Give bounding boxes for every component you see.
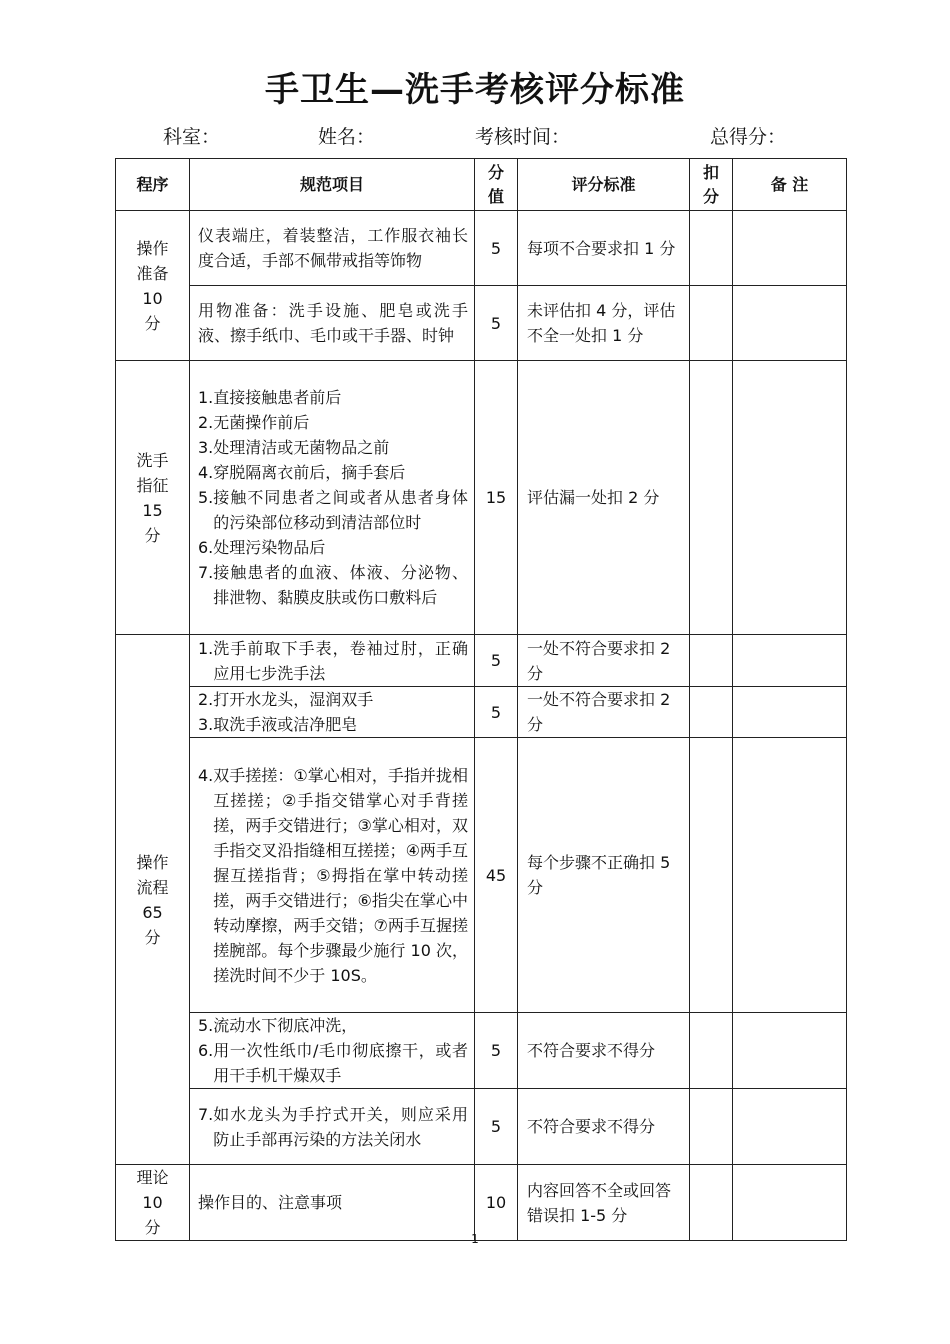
- criteria-cell: 一处不符合要求扣 2 分: [518, 687, 690, 738]
- page-title: 手卫生—洗手考核评分标准: [265, 70, 685, 110]
- item-cell: 1. 直接接触患者前后 2. 无菌操作前后 3. 处理清洁或无菌物品之前 4. 穿脱隔离衣前后，摘手套后 5. 接触不同患者之间或者从患者身体的污染部位移动到清洁部位时 6. 处理污染物品后 7. 接触患者的血液、体液、分泌物、排泄物、黏膜皮肤或伤口敷料后: [190, 361, 475, 635]
- header-fields: [0, 122, 950, 150]
- criteria-cell: 未评估扣 4 分，评估不全一处扣 1 分: [518, 286, 690, 361]
- deduct-cell[interactable]: [690, 211, 733, 286]
- table-row: [116, 211, 847, 286]
- remark-cell[interactable]: [733, 211, 847, 286]
- department-label: 科室：: [163, 126, 221, 148]
- criteria-cell: 一处不符合要求扣 2 分: [518, 635, 690, 687]
- score-cell: 45: [475, 738, 518, 1013]
- criteria-cell: 不符合要求不得分: [518, 1089, 690, 1165]
- remark-cell[interactable]: [733, 1013, 847, 1089]
- table-row: [116, 1089, 847, 1165]
- remark-cell[interactable]: [733, 1165, 847, 1241]
- remark-cell[interactable]: [733, 738, 847, 1013]
- remark-cell[interactable]: [733, 635, 847, 687]
- item-cell: 4. 双手搓搓：①掌心相对，手指并拢相互搓搓；②手指交错掌心对手背搓搓，两手交错进行；③掌心相对，双手指交叉沿指缝相互搓搓；④两手互握互搓指背；⑤拇指在掌中转动搓搓，两手交错进行；⑥指尖在掌心中转动摩擦，两手交错；⑦两手互握搓搓腕部。每个步骤最少施行 10 次，搓洗时间不少于 10S。: [190, 738, 475, 1013]
- remark-cell[interactable]: [733, 1089, 847, 1165]
- scoring-table: [115, 158, 847, 1241]
- table-row: [116, 635, 847, 687]
- procedure-cell: 操作流程65分: [116, 635, 190, 1165]
- criteria-cell: 内容回答不全或回答错误扣 1-5 分: [518, 1165, 690, 1241]
- item-cell: 2. 打开水龙头，湿润双手 3. 取洗手液或洁净肥皂: [190, 687, 475, 738]
- table-row: [116, 1013, 847, 1089]
- deduct-cell[interactable]: [690, 361, 733, 635]
- score-cell: 5: [475, 687, 518, 738]
- header-remark: 备 注: [733, 159, 847, 211]
- score-cell: 5: [475, 635, 518, 687]
- item-cell: 用物准备：洗手设施、肥皂或洗手液、擦手纸巾、毛巾或干手器、时钟: [190, 286, 475, 361]
- table-row: [116, 687, 847, 738]
- header-procedure: 程序: [116, 159, 190, 211]
- procedure-cell: 理论10分: [116, 1165, 190, 1241]
- remark-cell[interactable]: [733, 687, 847, 738]
- score-cell: 5: [475, 286, 518, 361]
- table-row: [116, 1165, 847, 1241]
- item-cell: 仪表端庄，着装整洁，工作服衣袖长度合适，手部不佩带戒指等饰物: [190, 211, 475, 286]
- criteria-cell: 每项不合要求扣 1 分: [518, 211, 690, 286]
- header-criteria: 评分标准: [518, 159, 690, 211]
- remark-cell[interactable]: [733, 286, 847, 361]
- name-label: 姓名：: [318, 126, 376, 148]
- table-row: [116, 286, 847, 361]
- exam-time-label: 考核时间：: [475, 126, 571, 148]
- deduct-cell[interactable]: [690, 1013, 733, 1089]
- deduct-cell[interactable]: [690, 1089, 733, 1165]
- item-cell: 1. 洗手前取下手表，卷袖过肘，正确应用七步洗手法: [190, 635, 475, 687]
- table-row: [116, 738, 847, 1013]
- deduct-cell[interactable]: [690, 635, 733, 687]
- procedure-cell: 操作准备10分: [116, 211, 190, 361]
- deduct-cell[interactable]: [690, 286, 733, 361]
- page-number: 1: [471, 1232, 479, 1246]
- remark-cell[interactable]: [733, 361, 847, 635]
- criteria-cell: 评估漏一处扣 2 分: [518, 361, 690, 635]
- total-score-label: 总得分：: [710, 126, 787, 148]
- score-cell: 15: [475, 361, 518, 635]
- deduct-cell[interactable]: [690, 738, 733, 1013]
- deduct-cell[interactable]: [690, 1165, 733, 1241]
- criteria-cell: 每个步骤不正确扣 5 分: [518, 738, 690, 1013]
- score-cell: 5: [475, 1013, 518, 1089]
- header-deduct: 扣分: [690, 159, 733, 211]
- score-cell: 10: [475, 1165, 518, 1241]
- header-item: 规范项目: [190, 159, 475, 211]
- score-cell: 5: [475, 1089, 518, 1165]
- item-cell: 7. 如水龙头为手拧式开关，则应采用防止手部再污染的方法关闭水: [190, 1089, 475, 1165]
- item-cell: 操作目的、注意事项: [190, 1165, 475, 1241]
- header-score: 分值: [475, 159, 518, 211]
- item-cell: 5. 流动水下彻底冲洗， 6. 用一次性纸巾/毛巾彻底擦干，或者用干手机干燥双手: [190, 1013, 475, 1089]
- table-row: [116, 361, 847, 635]
- criteria-cell: 不符合要求不得分: [518, 1013, 690, 1089]
- header-row: [116, 159, 847, 211]
- procedure-cell: 洗手指征15分: [116, 361, 190, 635]
- deduct-cell[interactable]: [690, 687, 733, 738]
- score-cell: 5: [475, 211, 518, 286]
